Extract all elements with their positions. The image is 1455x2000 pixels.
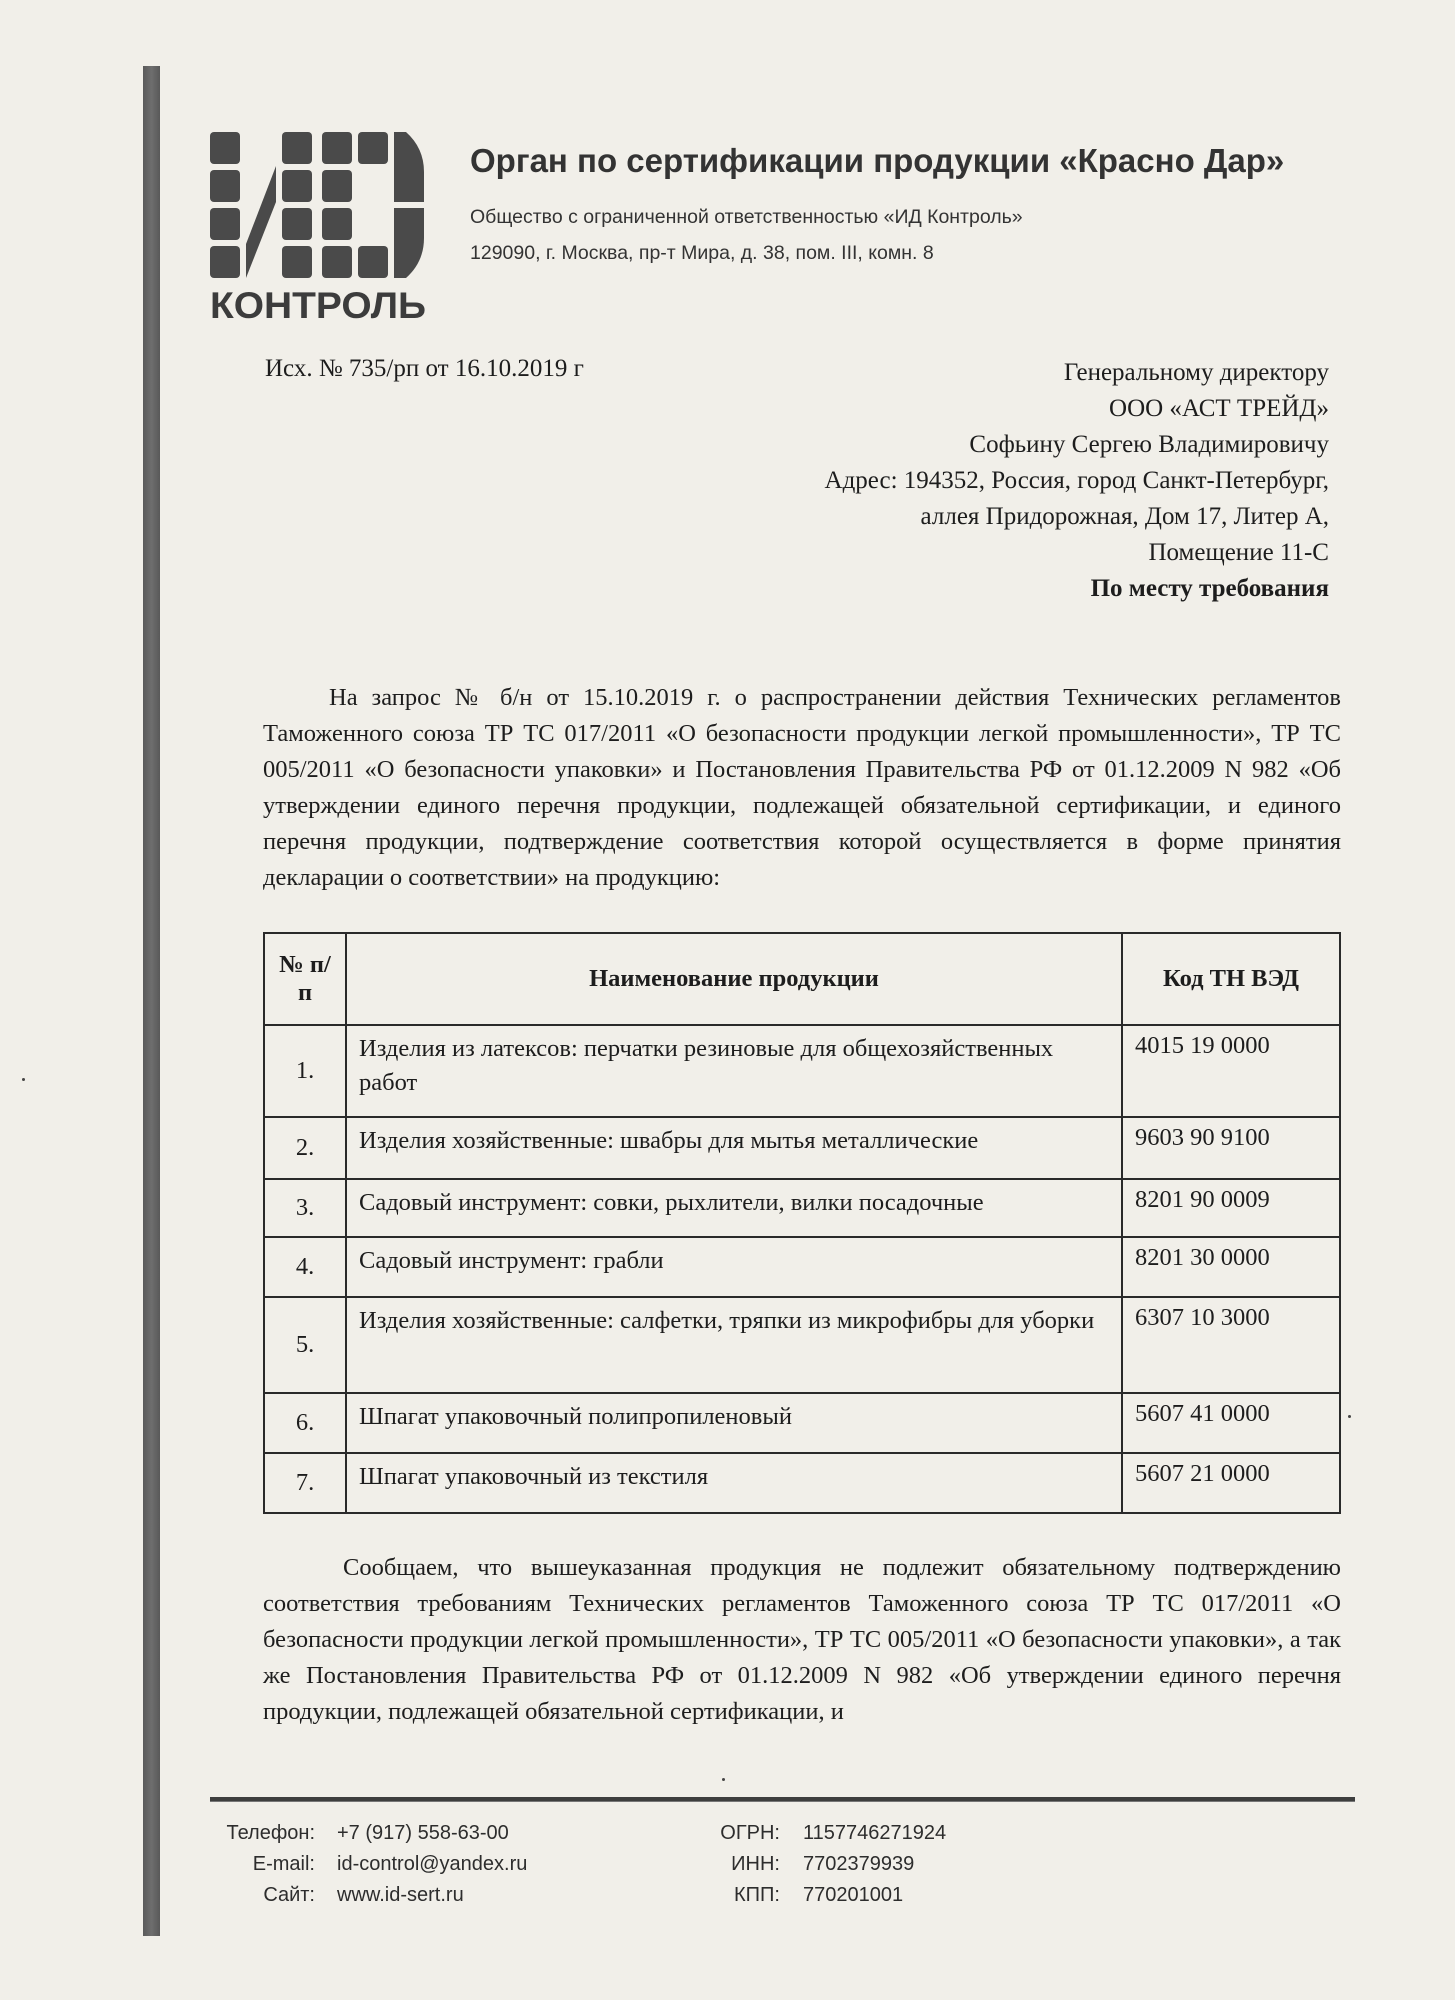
footer-site-row xyxy=(208,1880,527,1911)
footer-divider xyxy=(210,1797,1355,1802)
table-row xyxy=(264,1117,1340,1179)
footer-inn-row xyxy=(700,1849,946,1880)
scan-speck xyxy=(22,1078,25,1081)
row-number: 3. xyxy=(264,1179,346,1237)
logo-wordmark: КОНТРОЛЬ xyxy=(210,285,426,322)
addressee-line: Адрес: 194352, Россия, город Санкт-Петербург, xyxy=(824,467,1329,494)
row-product-name: Изделия хозяйственные: салфетки, тряпки из микрофибры для уборки xyxy=(346,1297,1122,1393)
table-row xyxy=(264,1025,1340,1117)
footer-ogrn: 1157746271924 xyxy=(803,1822,947,1844)
addressee-line: аллея Придорожная, Дом 17, Литер А, xyxy=(920,503,1329,530)
footer-label: Телефон: xyxy=(226,1822,315,1844)
footer-website: www.id-sert.ru xyxy=(337,1884,464,1906)
row-number: 6. xyxy=(264,1393,346,1453)
products-table xyxy=(263,932,1341,1514)
row-tnved-code: 8201 90 0009 xyxy=(1122,1179,1340,1237)
addressee-line: ООО «АСТ ТРЕЙД» xyxy=(1109,395,1329,422)
addressee-line: Софьину Сергею Владимировичу xyxy=(969,431,1329,458)
footer-inn: 7702379939 xyxy=(803,1853,915,1875)
footer-kpp: 770201001 xyxy=(803,1884,904,1906)
row-product-name: Изделия из латексов: перчатки резиновые для общехозяйственных работ xyxy=(346,1025,1122,1117)
table-row xyxy=(264,1393,1340,1453)
row-tnved-code: 5607 41 0000 xyxy=(1122,1393,1340,1453)
footer-label: ОГРН: xyxy=(720,1822,780,1844)
footer-contacts xyxy=(208,1818,527,1911)
row-number: 1. xyxy=(264,1025,346,1117)
header-product-name: Наименование продукции xyxy=(346,933,1122,1025)
footer-phone: +7 (917) 558-63-00 xyxy=(337,1822,509,1844)
footer-ogrn-row xyxy=(700,1818,946,1849)
row-tnved-code: 4015 19 0000 xyxy=(1122,1025,1340,1117)
footer-label: E-mail: xyxy=(252,1853,315,1875)
intro-paragraph: На запрос № б/н от 15.10.2019 г. о распространении действия Технических регламентов Таможенного союза ТР ТС 017/2011 «О безопасности продукции легкой промышленности», ТР ТС 005/2011 «О безопасности упаковки» и Постановления Правительства РФ от 01.12.2009 N 982 «Об утверждении единого перечня продукции, подлежащей обязательной сертификации, и единого перечня продукции, подтверждение соответствия которой осуществляется в форме принятия декларации о соответствии» на продукцию: xyxy=(263,684,1341,891)
scan-speck xyxy=(722,1778,725,1781)
footer-label: Сайт: xyxy=(263,1884,315,1906)
row-tnved-code: 6307 10 3000 xyxy=(1122,1297,1340,1393)
footer-phone-row xyxy=(208,1818,527,1849)
org-legal-name: Общество с ограниченной ответственностью «ИД Контроль» xyxy=(470,206,1023,228)
closing-paragraph: Сообщаем, что вышеуказанная продукция не подлежит обязательному подтверждению соответствия требованиям Технических регламентов Таможенного союза ТР ТС 017/2011 «О безопасности продукции легкой промышленности», ТР ТС 005/2011 «О безопасности упаковки», а так же Постановления Правительства РФ от 01.12.2009 N 982 «Об утверждении единого перечня продукции, подлежащей обязательной сертификации, и xyxy=(263,1554,1341,1725)
row-number: 4. xyxy=(264,1237,346,1297)
left-margin-bar xyxy=(143,66,160,1936)
row-number: 7. xyxy=(264,1453,346,1513)
outgoing-reference: Исх. № 735/рп от 16.10.2019 г xyxy=(265,355,584,382)
header-number: № п/п xyxy=(264,933,346,1025)
addressee-line: Помещение 11-С xyxy=(1148,539,1329,566)
table-header-row xyxy=(264,933,1340,1025)
row-product-name: Изделия хозяйственные: швабры для мытья металлические xyxy=(346,1117,1122,1179)
footer-label: ИНН: xyxy=(731,1853,780,1875)
row-product-name: Садовый инструмент: грабли xyxy=(346,1237,1122,1297)
footer-kpp-row xyxy=(700,1880,946,1911)
table-row xyxy=(264,1179,1340,1237)
addressee-line: Генеральному директору xyxy=(1063,359,1329,386)
header-tnved-code: Код ТН ВЭД xyxy=(1122,933,1340,1025)
footer-registry xyxy=(700,1818,946,1911)
row-product-name: Шпагат упаковочный из текстиля xyxy=(346,1453,1122,1513)
id-control-logo xyxy=(210,132,430,322)
row-number: 5. xyxy=(264,1297,346,1393)
footer-email-row xyxy=(208,1849,527,1880)
footer-label: КПП: xyxy=(734,1884,780,1906)
table-row xyxy=(264,1297,1340,1393)
addressee-block xyxy=(609,355,1329,607)
row-tnved-code: 5607 21 0000 xyxy=(1122,1453,1340,1513)
row-product-name: Шпагат упаковочный полипропиленовый xyxy=(346,1393,1122,1453)
addressee-destination: По месту требования xyxy=(1090,575,1329,602)
row-tnved-code: 9603 90 9100 xyxy=(1122,1117,1340,1179)
scan-speck xyxy=(1348,1415,1351,1418)
table-row xyxy=(264,1453,1340,1513)
org-address: 129090, г. Москва, пр-т Мира, д. 38, пом. III, комн. 8 xyxy=(470,242,934,264)
row-product-name: Садовый инструмент: совки, рыхлители, вилки посадочные xyxy=(346,1179,1122,1237)
row-tnved-code: 8201 30 0000 xyxy=(1122,1237,1340,1297)
table-row xyxy=(264,1237,1340,1297)
row-number: 2. xyxy=(264,1117,346,1179)
org-name: Орган по сертификации продукции «Красно Дар» xyxy=(470,142,1285,179)
footer-email: id-control@yandex.ru xyxy=(337,1853,528,1875)
